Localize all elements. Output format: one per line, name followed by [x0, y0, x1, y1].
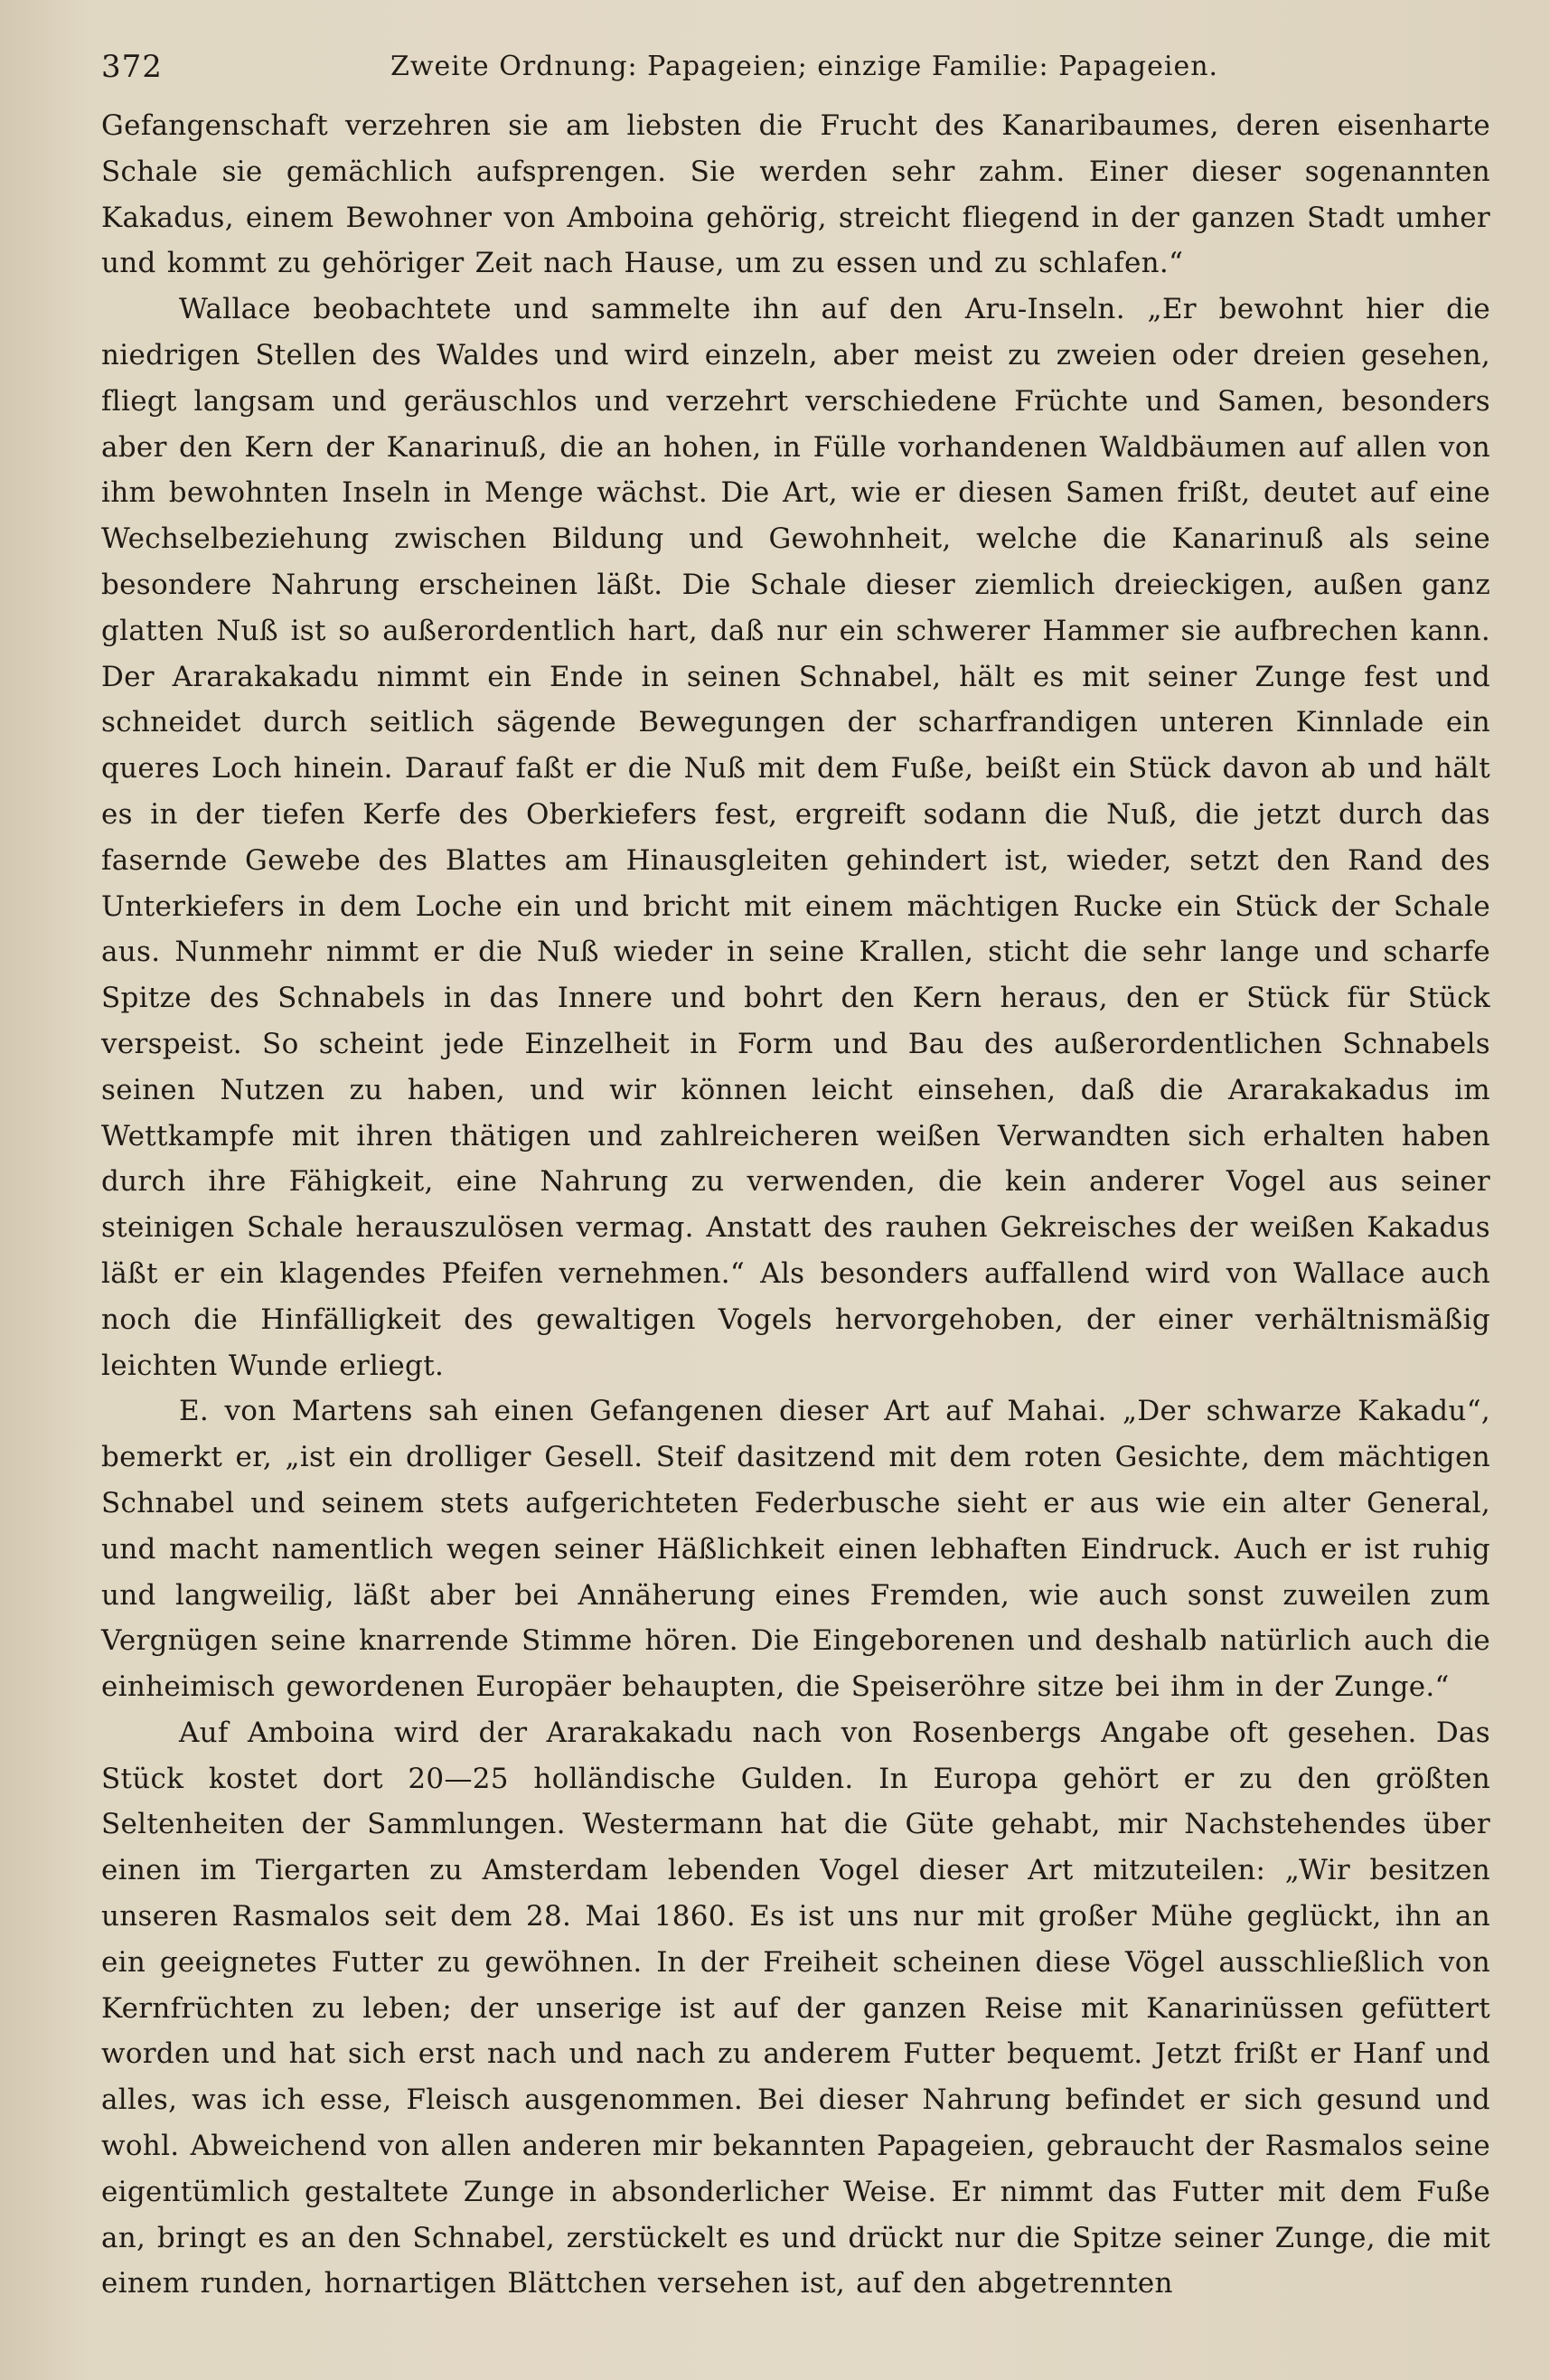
page-number: 372: [101, 49, 163, 85]
header-title: Zweite Ordnung: Papageien; einzige Familie: Papageien.: [390, 51, 1219, 82]
paragraph-3: E. von Martens sah einen Gefangenen dieser Art auf Mahai. „Der schwarze Kakadu“, bemerkt er, „ist ein drolliger Gesell. Steif dasitzend mit dem roten Gesichte, dem mächtigen Schnabel und seinem stets aufgerichteten Federbusche sieht er aus wie ein alter General, und macht namentlich wegen seiner Häßlichkeit einen lebhaften Eindruck. Auch er ist ruhig und langweilig, läßt aber bei Annäherung eines Fremden, wie auch sonst zuweilen zum Vergnügen seine knarrende Stimme hören. Die Eingeborenen und deshalb natürlich auch die einheimisch gewordenen Europäer behaupten, die Speiseröhre sitze bei ihm in der Zunge.“: [101, 1395, 1490, 1704]
paragraph-4: Auf Amboina wird der Ararakakadu nach von Rosenbergs Angabe oft gesehen. Das Stück kostet dort 20—25 holländische Gulden. In Europa gehört er zu den größten Seltenheiten der Sammlungen. Westermann hat die Güte gehabt, mir Nachstehendes über einen im Tiergarten zu Amsterdam lebenden Vogel dieser Art mitzuteilen: „Wir besitzen unseren Rasmalos seit dem 28. Mai 1860. Es ist uns nur mit großer Mühe geglückt, ihn an ein geeignetes Futter zu gewöhnen. In der Freiheit scheinen diese Vögel ausschließlich von Kernfrüchten zu leben; der unserige ist auf der ganzen Reise mit Kanarinüssen gefüttert worden und hat sich erst nach und nach zu anderem Futter bequemt. Jetzt frißt er Hanf und alles, was ich esse, Fleisch ausgenommen. Bei dieser Nahrung befindet er sich gesund und wohl. Abweichend von allen anderen mir bekannten Papageien, gebraucht der Rasmalos seine eigentümlich gestaltete Zunge in absonderlicher Weise. Er nimmt das Futter mit dem Fuße an, bringt es an den Schnabel, zerstückelt es und drückt nur die Spitze seiner Zunge, die mit einem runden, hornartigen Blättchen versehen ist, auf den abgetrennten: [101, 1716, 1490, 2300]
body-text: [101, 103, 1490, 2307]
paragraph-2: Wallace beobachtete und sammelte ihn auf den Aru-Inseln. „Er bewohnt hier die niedrigen Stellen des Waldes und wird einzeln, aber meist zu zweien oder dreien gesehen, fliegt langsam und geräuschlos und verzehrt verschiedene Früchte und Samen, besonders aber den Kern der Kanarinuß, die an hohen, in Fülle vorhandenen Waldbäumen auf allen von ihm bewohnten Inseln in Menge wächst. Die Art, wie er diesen Samen frißt, deutet auf eine Wechselbeziehung zwischen Bildung und Gewohnheit, welche die Kanarinuß als seine besondere Nahrung erscheinen läßt. Die Schale dieser ziemlich dreieckigen, außen ganz glatten Nuß ist so außerordentlich hart, daß nur ein schwerer Hammer sie aufbrechen kann. Der Ararakakadu nimmt ein Ende in seinen Schnabel, hält es mit seiner Zunge fest und schneidet durch seitlich sägende Bewegungen der scharfrandigen unteren Kinnlade ein queres Loch hinein. Darauf faßt er die Nuß mit dem Fuße, beißt ein Stück davon ab und hält es in der tiefen Kerfe des Oberkiefers fest, ergreift sodann die Nuß, die jetzt durch das fasernde Gewebe des Blattes am Hinausgleiten gehindert ist, wieder, setzt den Rand des Unterkiefers in dem Loche ein und bricht mit einem mächtigen Rucke ein Stück der Schale aus. Nunmehr nimmt er die Nuß wieder in seine Krallen, sticht die sehr lange und scharfe Spitze des Schnabels in das Innere und bohrt den Kern heraus, den er Stück für Stück verspeist. So scheint jede Einzelheit in Form und Bau des außerordentlichen Schnabels seinen Nutzen zu haben, und wir können leicht einsehen, daß die Ararakakadus im Wettkampfe mit ihren thätigen und zahlreicheren weißen Verwandten sich erhalten haben durch ihre Fähigkeit, eine Nahrung zu verwenden, die kein anderer Vogel aus seiner steinigen Schale herauszulösen vermag. Anstatt des rauhen Gekreisches der weißen Kakadus läßt er ein klagendes Pfeifen vernehmen.“ Als besonders auffallend wird von Wallace auch noch die Hinfälligkeit des gewaltigen Vogels hervorgehoben, der einer verhältnismäßig leichten Wunde erliegt.: [101, 293, 1490, 1382]
running-head: [101, 42, 1490, 96]
paragraph-1: Gefangenschaft verzehren sie am liebsten die Frucht des Kanaribaumes, deren eisenharte Schale sie gemächlich aufsprengen. Sie werden sehr zahm. Einer dieser sogenannten Kakadus, einem Bewohner von Amboina gehörig, streicht fliegend in der ganzen Stadt umher und kommt zu gehöriger Zeit nach Hause, um zu essen und zu schlafen.“: [101, 109, 1490, 280]
